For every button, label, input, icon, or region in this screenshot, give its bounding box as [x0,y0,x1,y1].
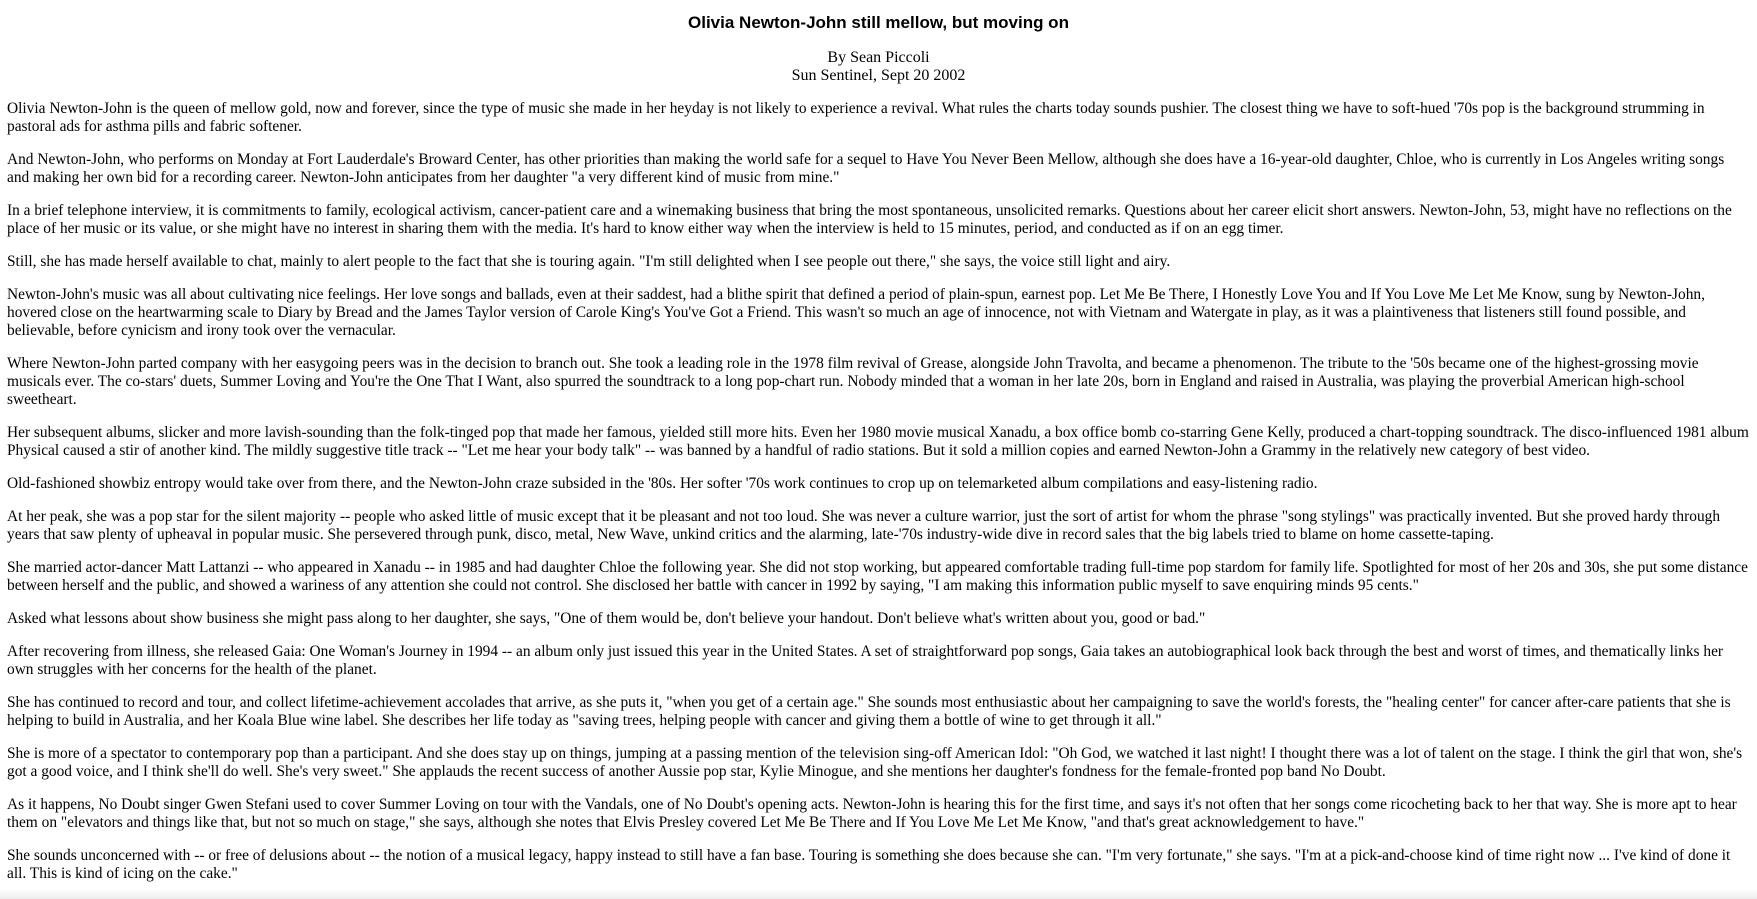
article-paragraph: As it happens, No Doubt singer Gwen Stefani used to cover Summer Loving on tour with the Vandals, one of No Doubt's opening acts. Newton-John is hearing this for the first time, and says it's not often that her songs come ricocheting back to her that way. She is more apt to hear them on "elevators and things like that, but not so much on stage," she says, although she notes that Elvis Presley covered Let Me Be There and If You Love Me Let Me Know, "and that's great acknowledgement to have." [7,796,1737,831]
article-paragraph: She sounds unconcerned with -- or free of delusions about -- the notion of a musical legacy, happy instead to still have a fan base. Touring is something she does because she can. "I'm very fortunate," she says. "I'm at a pick-and-choose kind of time right now ... I've kind of done it all. This is kind of icing on the cake." [7,847,1731,882]
article-paragraph: She married actor-dancer Matt Lattanzi -- who appeared in Xanadu -- in 1985 and had daughter Chloe the following year. She did not stop working, but appeared comfortable trading full-time pop stardom for family life. Spotlighted for most of her 20s and 30s, she put some distance between herself and the public, and showed a wariness of any attention she could not control. She disclosed her battle with cancer in 1992 by saying, "I am making this information public myself to save enquiring minds 95 cents." [7,559,1748,594]
author-line: By Sean Piccoli [827,49,930,66]
byline [7,49,1750,85]
article-paragraph: Still, she has made herself available to chat, mainly to alert people to the fact that she is touring again. "I'm still delighted when I see people out there," she says, the voice still light and airy. [7,253,1171,270]
article-body [7,100,1750,883]
page-bottom-fade [0,889,1757,899]
article-paragraph: After recovering from illness, she released Gaia: One Woman's Journey in 1994 -- an album only just issued this year in the United States. A set of straightforward pop songs, Gaia takes an autobiographical look back through the best and worst of times, and thematically links her own struggles with her concerns for the health of the planet. [7,643,1724,678]
article-paragraph: She is more of a spectator to contemporary pop than a participant. And she does stay up on things, jumping at a passing mention of the television sing-off American Idol: "Oh God, we watched it last night! I thought there was a lot of talent on the stage. I think the girl that won, she's got a good voice, and I think she'll do well. She's very sweet." She applauds the recent success of another Aussie pop star, Kylie Minogue, and she mentions her daughter's fondness for the female-fronted pop band No Doubt. [7,745,1743,780]
article-paragraph: Where Newton-John parted company with her easygoing peers was in the decision to branch out. She took a leading role in the 1978 film revival of Grease, alongside John Travolta, and became a phenomenon. The tribute to the '50s became one of the highest-grossing movie musicals ever. The co-stars' duets, Summer Loving and You're the One That I Want, also spurred the soundtrack to a long pop-chart run. Nobody minded that a woman in her late 20s, born in England and raised in Australia, was playing the proverbial American high-school sweetheart. [7,355,1699,408]
article-paragraph: Asked what lessons about show business she might pass along to her daughter, she says, "One of them would be, don't believe your handout. Don't believe what's written about you, good or bad." [7,610,1206,627]
article-title: Olivia Newton-John still mellow, but moving on [688,13,1069,32]
source-line: Sun Sentinel, Sept 20 2002 [791,67,966,84]
article-paragraph: And Newton-John, who performs on Monday at Fort Lauderdale's Broward Center, has other priorities than making the world safe for a sequel to Have You Never Been Mellow, although she does have a 16-year-old daughter, Chloe, who is currently in Los Angeles writing songs and making her own bid for a recording career. Newton-John anticipates from her daughter "a very different kind of music from mine." [7,151,1725,186]
article-paragraph: At her peak, she was a pop star for the silent majority -- people who asked little of music except that it be pleasant and not too loud. She was never a culture warrior, just the sort of artist for whom the phrase "song stylings" was practically invented. But she proved hardy through years that saw plenty of upheaval in popular music. She persevered through punk, disco, metal, New Wave, unkind critics and the alarming, late-'70s industry-wide dive in record sales that the big labels tried to blame on home cassette-taping. [7,508,1721,543]
article-paragraph: Newton-John's music was all about cultivating nice feelings. Her love songs and ballads, even at their saddest, had a blithe spirit that defined a period of plain-spun, earnest pop. Let Me Be There, I Honestly Love You and If You Love Me Let Me Know, sung by Newton-John, hovered close on the heartwarming scale to Diary by Bread and the James Taylor version of Carole King's You've Got a Friend. This wasn't so much an age of innocence, not with Vietnam and Watergate in play, as it was a plaintiveness that listeners still found possible, and believable, before cynicism and irony took over the vernacular. [7,286,1705,339]
article-paragraph: Her subsequent albums, slicker and more lavish-sounding than the folk-tinged pop that made her famous, yielded still more hits. Even her 1980 movie musical Xanadu, a box office bomb co-starring Gene Kelly, produced a chart-topping soundtrack. The disco-influenced 1981 album Physical caused a stir of another kind. The mildly suggestive title track -- "Let me hear your body talk" -- was banned by a handful of radio stations. But it sold a million copies and earned Newton-John a Grammy in the relatively new category of best video. [7,424,1749,459]
article-paragraph: She has continued to record and tour, and collect lifetime-achievement accolades that arrive, as she puts it, "when you get of a certain age." She sounds most enthusiastic about her campaigning to save the world's forests, the "healing center" for cancer after-care patients that she is helping to build in Australia, and her Koala Blue wine label. She describes her life today as "saving trees, helping people with cancer and giving them a bottle of wine to get through it all." [7,694,1731,729]
article-paragraph: Old-fashioned showbiz entropy would take over from there, and the Newton-John craze subsided in the '80s. Her softer '70s work continues to crop up on telemarketed album compilations and easy-listening radio. [7,475,1318,492]
article-paragraph: Olivia Newton-John is the queen of mellow gold, now and forever, since the type of music she made in her heyday is not likely to experience a revival. What rules the charts today sounds pushier. The closest thing we have to soft-hued '70s pop is the background strumming in pastoral ads for asthma pills and fabric softener. [7,100,1705,135]
article-paragraph: In a brief telephone interview, it is commitments to family, ecological activism, cancer-patient care and a winemaking business that bring the most spontaneous, unsolicited remarks. Questions about her career elicit short answers. Newton-John, 53, might have no reflections on the place of her music or its value, or she might have no interest in sharing them with the media. It's hard to know either way when the interview is held to 15 minutes, period, and conducted as if on an egg timer. [7,202,1732,237]
